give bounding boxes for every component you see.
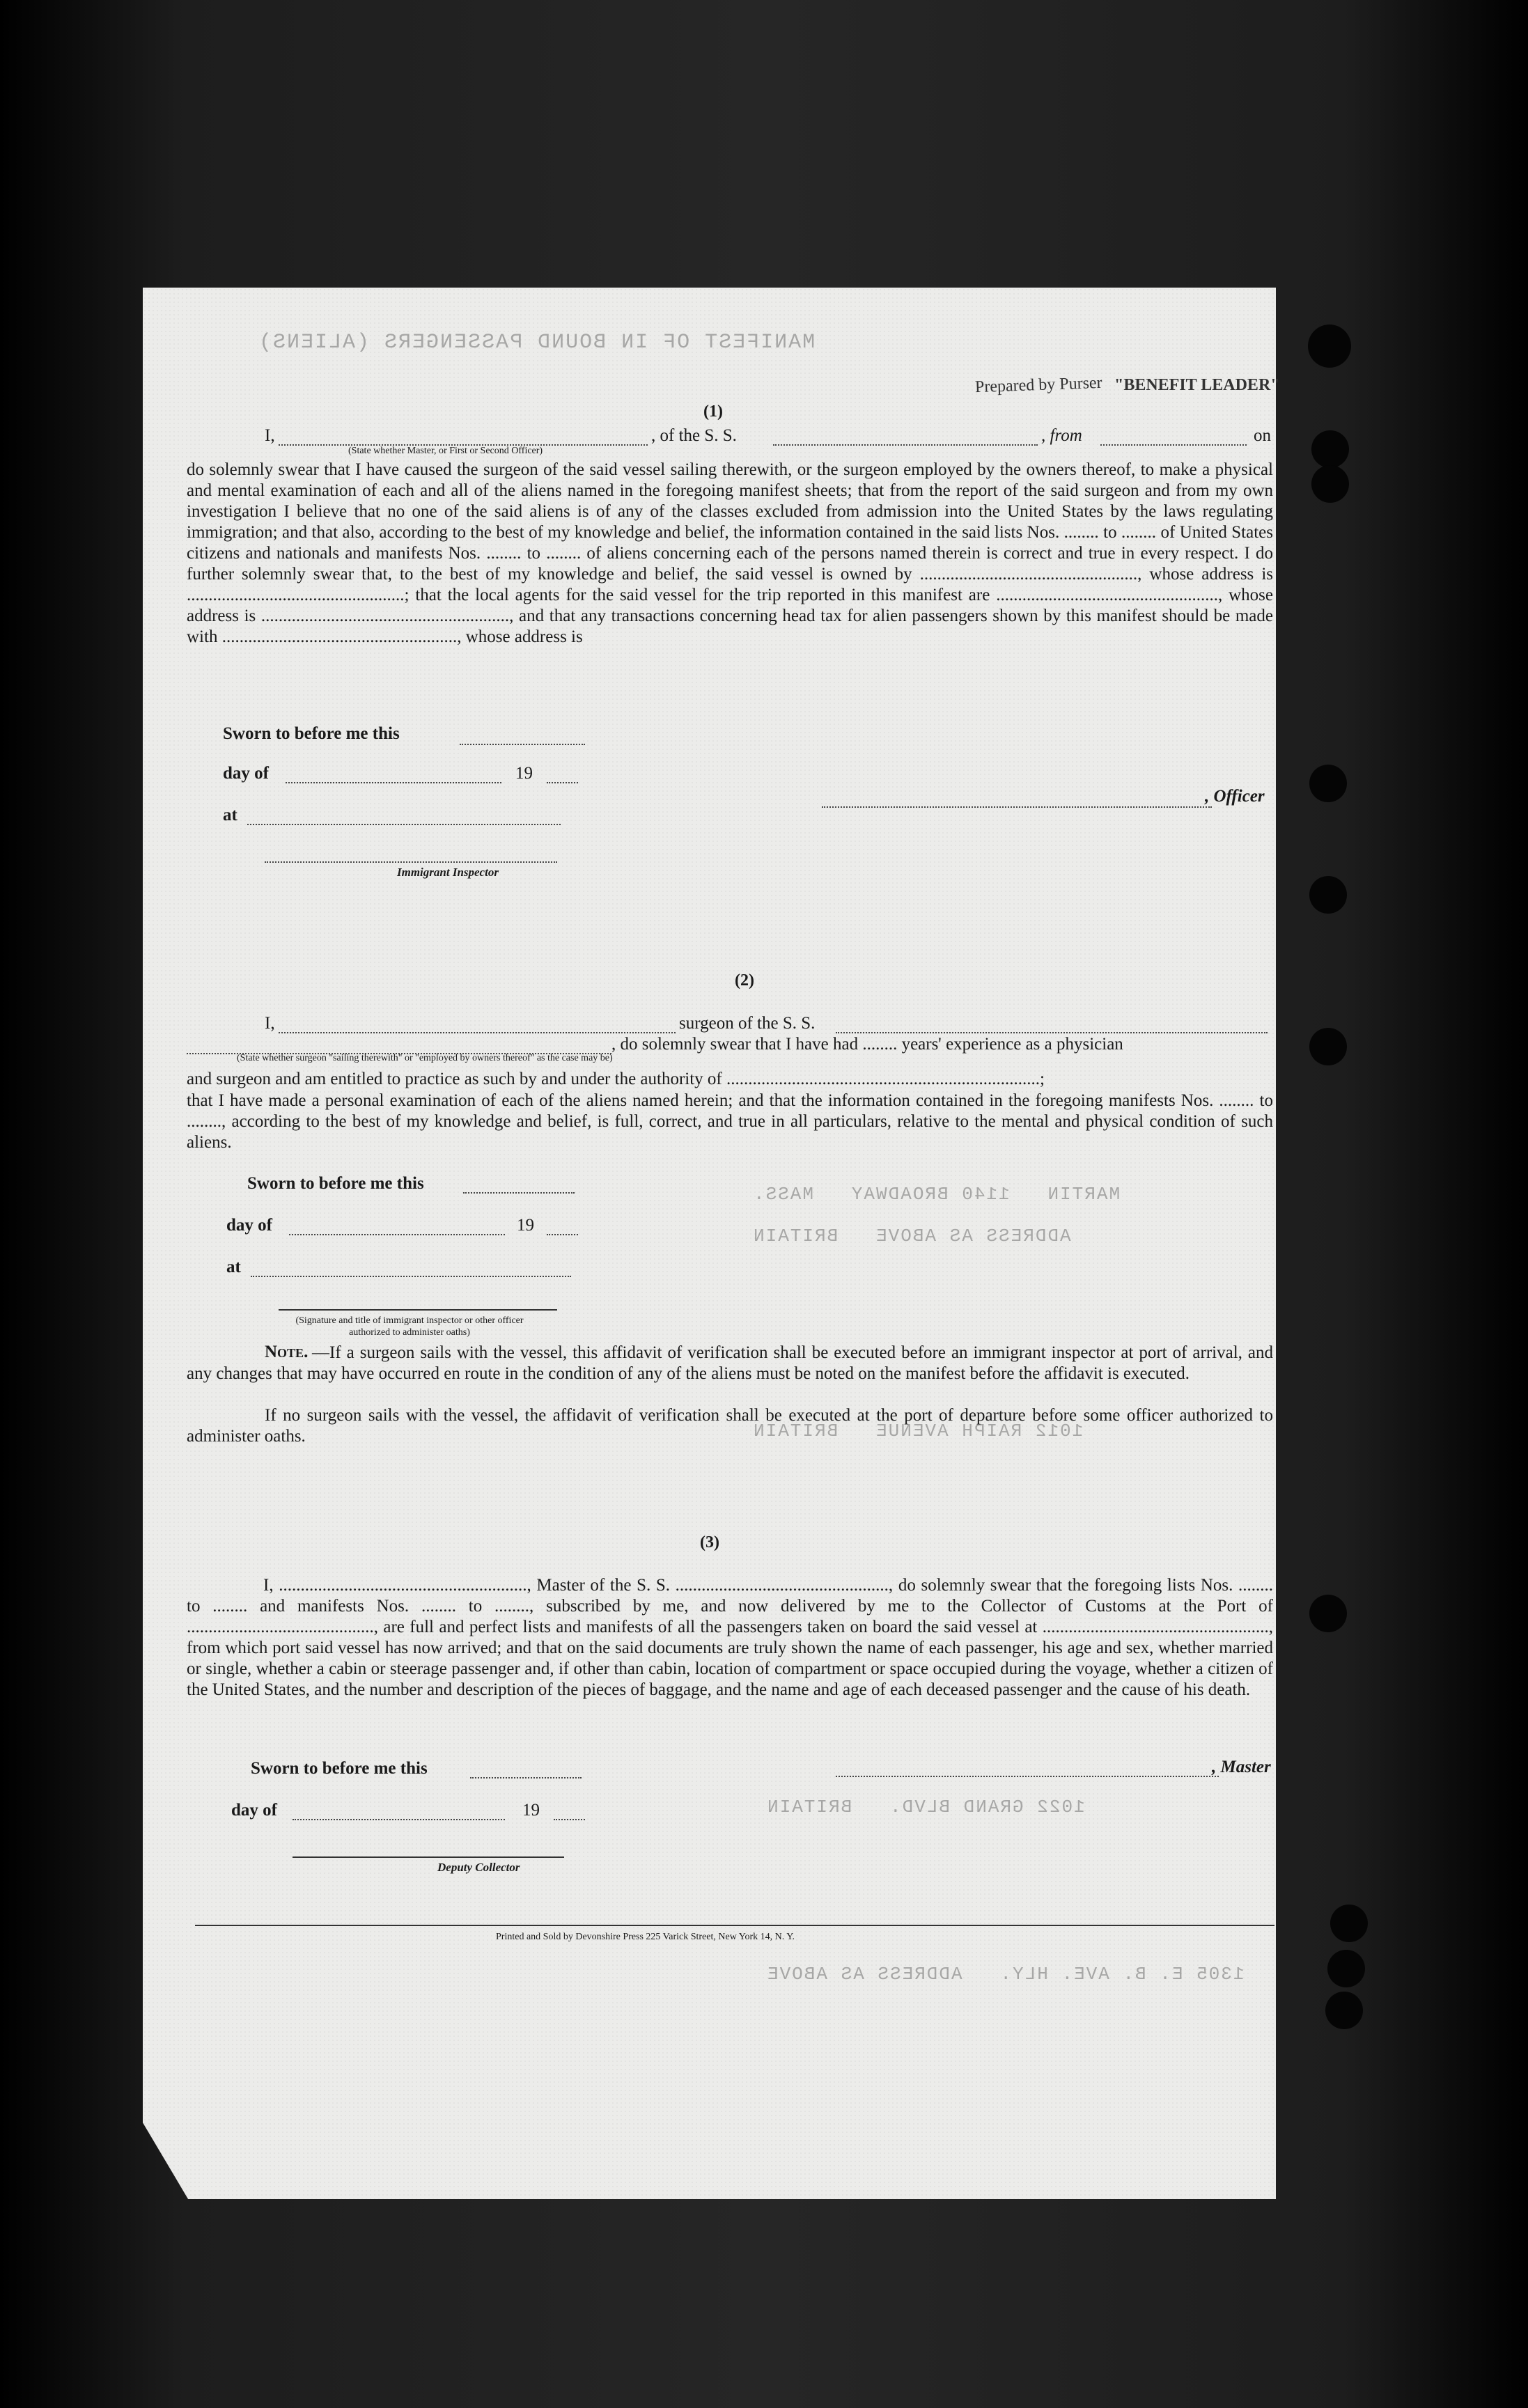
printer-credit: Printed and Sold by Devonshire Press 225 Varick Street, New York 14, N. Y. [496, 1932, 795, 1942]
fill-line [470, 1777, 582, 1778]
surgeon-oath-line1: , do solemnly swear that I have had ........ years' experience as a physician [611, 1035, 1123, 1054]
surgeon-state-note: (State whether surgeon "sailing therewith" or "employed by owners thereof" as the case may be) [237, 1053, 613, 1063]
label-on: on [1254, 426, 1271, 445]
label-i: I, [265, 426, 275, 445]
fill-line [773, 444, 1038, 446]
inspector-signature-line [265, 861, 557, 863]
surgeon-oath-text: that I have made a personal examination of each of the aliens named herein; and that the information contained in the foregoing manifests Nos. ........ to ........, according to the best of my knowledge and belief, is full, correct, and true in all particulars, relative to the mental and physical condition of such aliens. [187, 1091, 1273, 1152]
bleed-through: ADDRESS AS ABOVE BRITAIN [752, 1226, 1071, 1246]
fill-line [279, 1032, 676, 1033]
fill-line [460, 744, 585, 745]
bleed-through: 1305 E. B. AVE. HLY. ADDRESS AS ABOVE [766, 1964, 1245, 1985]
section-number: (1) [703, 402, 723, 421]
bleed-through: 1022 GRAND BLVD. BRITAIN [766, 1797, 1085, 1817]
year-label: 19 [515, 764, 533, 783]
day-of-label: day of [231, 1801, 277, 1820]
year-label: 19 [522, 1801, 540, 1820]
section-number: (3) [700, 1533, 719, 1551]
binder-hole [1327, 1950, 1365, 1987]
fill-line [836, 1032, 1268, 1033]
immigrant-inspector-label: Immigrant Inspector [397, 866, 499, 879]
bleed-through: MANIFEST OF IN BOUND PASSENGERS (ALIENS) [258, 331, 816, 354]
note-text: —If a surgeon sails with the vessel, this affidavit of verification shall be executed before an immigrant inspector at port of arrival, and any changes that may have occurred en route in the condition of any of the aliens must be noted on the manifest before the affidavit is executed. [187, 1343, 1273, 1383]
footer-rule [195, 1925, 1274, 1926]
binder-hole [1330, 1905, 1368, 1942]
fill-line [547, 782, 578, 783]
sworn-label: Sworn to before me this [251, 1759, 428, 1778]
officer-signature-line [822, 806, 1212, 808]
binder-hole [1311, 430, 1349, 468]
bleed-through: MARTIN 1140 BROADWAY MASS. [752, 1184, 1121, 1205]
label-from: , from [1041, 426, 1082, 445]
fill-line [1100, 444, 1247, 446]
section-number: (2) [735, 971, 754, 990]
master-label: , Master [1212, 1758, 1271, 1776]
sworn-label: Sworn to before me this [223, 724, 400, 743]
note-text-2: If no surgeon sails with the vessel, the affidavit of verification shall be executed at the port of departure before some officer authorized to administer oaths. [187, 1406, 1273, 1446]
fill-line [251, 1276, 571, 1277]
surgeon-of-label: surgeon of the S. S. [679, 1014, 816, 1033]
master-oath-text: I, ........................................................., Master of the S. S. ................................................., do solemnly swear that the foregoing lists Nos. ........ to ........ and manifests Nos. ........ to ........, subscribed by me, and now delivered by me to the Collector of Customs at the Port of ..........................................., are full and perfect lists and manifests of all the passengers taken on board the said vessel at ...................................................., from which port said vessel has now arrived; and that on the said documents are truly shown the name of each passenger, his age and sex, whether married or single, whether a cabin or steerage passenger and, if other than cabin, location of compartment or space occupied during the voyage, whether a citizen of the United States, and the number and description of the pieces of baggage, and the name and age of each deceased passenger and the cause of his death. [187, 1576, 1273, 1699]
binder-hole [1309, 1028, 1347, 1065]
day-of-label: day of [226, 1216, 272, 1235]
binder-hole [1309, 876, 1347, 914]
fill-line [286, 782, 501, 783]
officer-label: , Officer [1205, 787, 1265, 806]
deputy-collector-label: Deputy Collector [437, 1861, 520, 1874]
day-of-label: day of [223, 764, 269, 783]
sworn-label: Sworn to before me this [247, 1174, 424, 1193]
fill-line [293, 1819, 505, 1820]
surgeon-oath-line2: and surgeon and am entitled to practice as such by and under the authority of ........................................................................; [187, 1070, 1045, 1088]
collector-signature-line [293, 1856, 564, 1858]
note-label: Note. [265, 1343, 309, 1361]
inspector-signature-line [279, 1309, 557, 1311]
label-i: I, [265, 1014, 275, 1033]
fill-line [463, 1192, 575, 1194]
at-label: at [226, 1258, 241, 1276]
binder-hole [1309, 1595, 1347, 1632]
binder-hole [1308, 325, 1351, 368]
ship-name-header: "BENEFIT LEADER" [1114, 376, 1280, 394]
binder-hole [1311, 465, 1349, 503]
signature-note: (Signature and title of immigrant inspector or other officer authorized to administer oaths) [295, 1315, 524, 1338]
label-of-the-ss: , of the S. S. [651, 426, 737, 445]
binder-hole [1309, 765, 1347, 802]
bleed-through: 1012 RAIPH AVENUE BRITAIN [752, 1421, 1084, 1441]
at-label: at [223, 806, 237, 824]
fill-line [554, 1819, 585, 1820]
section1-oath-text: do solemnly swear that I have caused the surgeon of the said vessel sailing therewith, or the surgeon employed by the owners thereof, to make a physical and mental examination of each and all of the aliens named in the foregoing manifest sheets; that from the report of the said surgeon and from my own investigation I believe that no one of the said aliens is of any of the classes excluded from admission into the United States by the laws regulating immigration; and that also, according to the best of my knowledge and belief, the information contained in the said lists Nos. ........ to ........ of United States citizens and nationals and manifests Nos. ........ to ........ of aliens concerning each of the persons named therein is correct and true in every respect. I do further solemnly swear that, to the best of my knowledge and belief, the said vessel is owned by .................................................., whose address is ..................................................; that the local agents for the said vessel for the trip reported in this manifest are ..................................................., whose address is ........................................................., and that any transactions concerning head tax for alien passengers shown by this manifest should be made with ......................................................, whose address is [187, 460, 1273, 646]
year-label: 19 [517, 1216, 534, 1235]
fill-line [247, 824, 561, 825]
prepared-by-label: Prepared by Purser [974, 373, 1103, 397]
officer-note: (State whether Master, or First or Second Officer) [348, 446, 543, 456]
master-signature-line [836, 1776, 1219, 1777]
binder-hole [1325, 1992, 1363, 2029]
fill-line [289, 1234, 505, 1235]
fill-line [547, 1234, 578, 1235]
